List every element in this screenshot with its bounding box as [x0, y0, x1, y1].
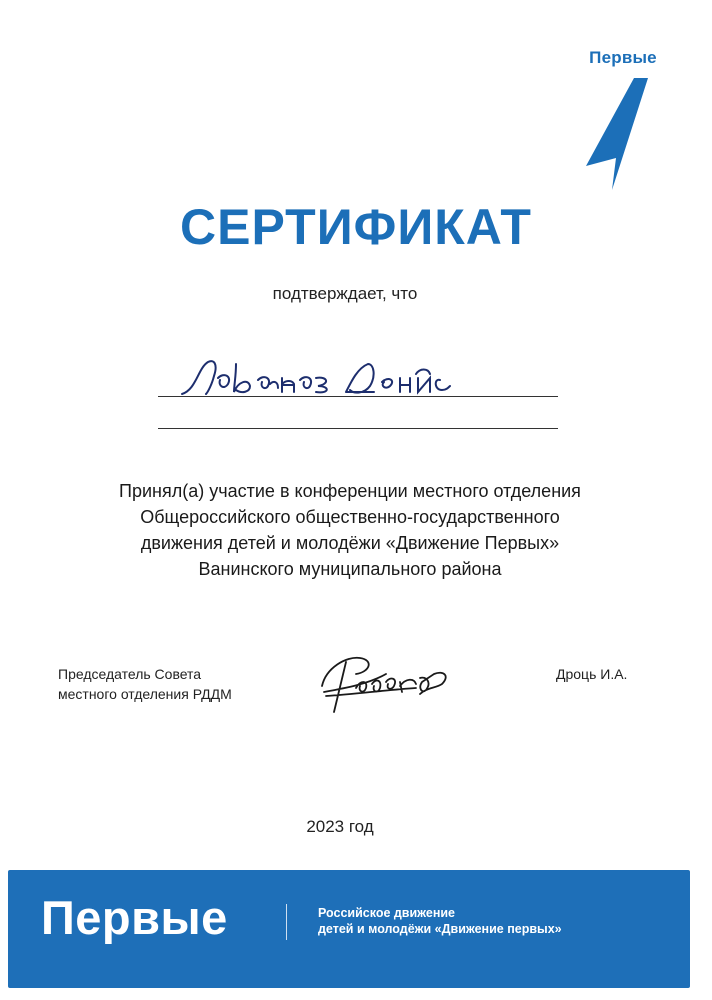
year: 2023 год: [306, 817, 374, 836]
footer-tagline: [318, 905, 562, 937]
movement-logo: [578, 48, 668, 198]
body-line: Принял(а) участие в конференции местного отделения: [119, 481, 581, 501]
body-line: Ванинского муниципального района: [198, 559, 502, 579]
chair-title: [58, 664, 232, 704]
footer-tagline-line: Российское движение: [318, 906, 456, 920]
footer-divider: [286, 904, 287, 940]
name-underline-second: [158, 428, 558, 429]
name-underline: [158, 396, 558, 397]
chair-title-line: Председатель Совета: [58, 666, 202, 682]
certificate-body: [40, 478, 660, 582]
signer-name: Дроць И.А.: [556, 666, 628, 682]
footer-tagline-line: детей и молодёжи «Движение первых»: [318, 922, 562, 936]
signature: [316, 648, 466, 720]
body-line: Общероссийского общественно-государственного: [140, 507, 560, 527]
footer-banner: [8, 870, 690, 988]
number-one-logo-icon: [578, 72, 668, 198]
confirms-text: подтверждает, что: [272, 284, 418, 303]
logo-top-text: Первые: [589, 48, 657, 67]
footer-brand: Первые: [41, 891, 228, 944]
certificate-title: СЕРТИФИКАТ: [180, 199, 532, 255]
body-line: движения детей и молодёжи «Движение Первых»: [140, 533, 560, 553]
chair-title-line: местного отделения РДДМ: [58, 686, 232, 702]
